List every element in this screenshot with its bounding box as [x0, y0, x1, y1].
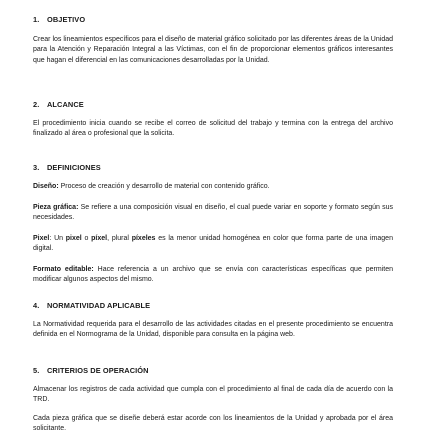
definition-text: : Un [49, 235, 66, 242]
section-heading-definiciones [33, 163, 101, 172]
definition-diseno [33, 182, 393, 192]
normatividad-paragraph: La Normatividad requerida para el desarrollo de las actividades citadas en el presente procedimiento se encuentra definida en el Normograma de la Unidad, disponible para consulta en la página web. [33, 321, 393, 339]
section-heading-criterios [33, 366, 149, 375]
section-heading-alcance [33, 100, 84, 109]
section-title: DEFINICIONES [47, 163, 101, 172]
section-heading-normatividad [33, 301, 150, 310]
section-title: CRITERIOS DE OPERACIÓN [47, 366, 149, 375]
definition-text: , plural [107, 235, 132, 242]
definition-term: Formato editable: [33, 266, 94, 273]
section-number: 3. [33, 163, 40, 172]
criterios-paragraph-cut: Cada pieza gráfica que se diseñe deberá estar acorde con los lineamientos de la Unidad y aprobada por el área solicitante. [33, 415, 393, 433]
section-heading-objetivo [33, 15, 85, 24]
definition-formato-editable [33, 265, 393, 286]
definition-pixel [33, 234, 393, 255]
section-title: NORMATIVIDAD APLICABLE [47, 301, 151, 310]
objetivo-paragraph: Crear los lineamientos específicos para el diseño de material gráfico solicitado por las diferentes áreas de la Unidad para la Atención y Reparación Integral a las Víctimas, con el fin de proporcionar elementos gráficos interesantes que hagan el diferencial en las comunicaciones desarrolladas por la Unidad. [33, 36, 393, 64]
section-number: 4. [33, 301, 40, 310]
definition-term-variant: píxel [91, 235, 108, 242]
definition-term-variant: píxeles [131, 235, 156, 242]
criterios-paragraph: Almacenar los registros de cada actividad que cumpla con el procedimiento al final de cada día de acuerdo con la TRD. [33, 386, 393, 404]
section-title: ALCANCE [47, 100, 84, 109]
definition-text: Proceso de creación y desarrollo de material con contenido gráfico. [58, 183, 270, 190]
section-number: 5. [33, 366, 40, 375]
section-title: OBJETIVO [47, 15, 86, 24]
definition-text: es la menor unidad homogénea en color que forma parte de una imagen digital. [33, 235, 393, 253]
definition-text: o [81, 235, 92, 242]
definition-term: Diseño: [33, 183, 59, 190]
definition-text: Hace referencia a un archivo que se envía con características específicas que permiten modificar algunos aspectos del mismo. [33, 266, 393, 284]
section-number: 2. [33, 100, 40, 109]
definition-text: Se refiere a una composición visual en diseño, el cual puede variar en soporte y formato según sus necesidades. [33, 204, 393, 222]
alcance-paragraph: El procedimiento inicia cuando se recibe el correo de solicitud del trabajo y termina con la entrega del archivo finalizado al área o profesional que la solicita. [33, 120, 393, 138]
definition-term: Pixel [33, 235, 50, 242]
definition-term-variant: pixel [65, 235, 82, 242]
definition-term: Pieza gráfica: [33, 204, 79, 211]
section-number: 1. [33, 15, 40, 24]
definition-pieza-grafica [33, 203, 393, 224]
